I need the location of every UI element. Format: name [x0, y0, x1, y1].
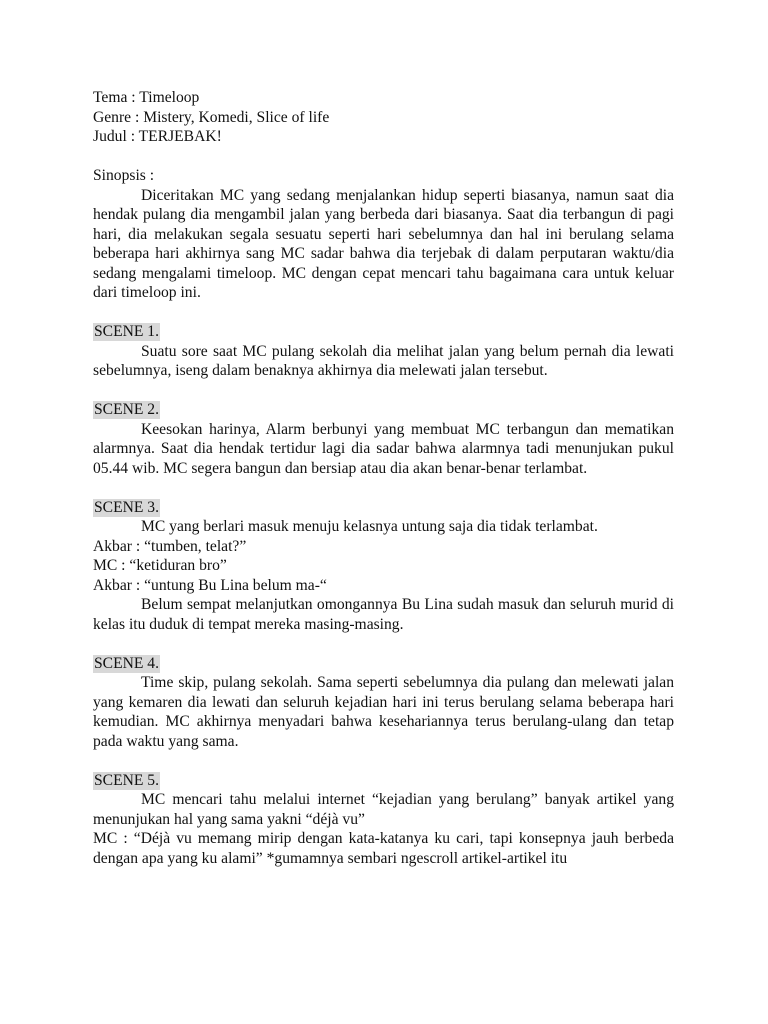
scene-1-heading: SCENE 1. [94, 323, 159, 340]
scene-2-heading: SCENE 2. [94, 401, 159, 418]
scene-heading [93, 771, 674, 791]
theme-line: Tema : Timeloop [93, 89, 200, 106]
spacer [93, 381, 674, 401]
scene-heading [93, 498, 674, 518]
scene-2-paragraph: Keesokan harinya, Alarm berbunyi yang membuat MC terbangun dan mematikan alarmnya. Saat dia hendak tertidur lagi dia sadar bahwa alarmnya tadi menunjukan pukul 05.44 wib. MC segera bangun dan bersiap atau dia akan benar-benar terlambat. [93, 420, 674, 477]
spacer [93, 634, 674, 654]
spacer [93, 147, 674, 167]
dialogue-line: MC : “ketiduran bro” [93, 557, 227, 574]
scene-1-paragraph: Suatu sore saat MC pulang sekolah dia melihat jalan yang belum pernah dia lewati sebelumnya, iseng dalam benaknya akhirnya dia melewati jalan tersebut. [93, 342, 674, 379]
scene-3-paragraph: Belum sempat melanjutkan omongannya Bu Lina sudah masuk dan seluruh murid di kelas itu duduk di tempat mereka masing-masing. [93, 596, 674, 633]
scene-heading [93, 322, 674, 342]
dialogue-line: Akbar : “untung Bu Lina belum ma-“ [93, 576, 327, 594]
synopsis-heading: Sinopsis : [93, 167, 155, 184]
scene-5-heading: SCENE 5. [94, 771, 159, 789]
title-line: Judul : TERJEBAK! [93, 128, 222, 145]
spacer [93, 303, 674, 323]
scene-heading [93, 654, 674, 674]
spacer [93, 751, 674, 771]
scene-5-paragraph: MC mencari tahu melalui internet “kejadian yang berulang” banyak artikel yang menunjukan hal yang sama yakni “déjà vu” [93, 791, 674, 828]
scene-4-paragraph: Time skip, pulang sekolah. Sama seperti sebelumnya dia pulang dan melewati jalan yang kemaren dia lewati dan seluruh kejadian hari ini terus berulang selama beberapa hari kemudian. MC akhirnya menyadari bahwa kesehariannya terus berulang-ulang dan tetap pada waktu yang sama. [93, 674, 674, 750]
spacer [93, 478, 674, 498]
scene-3-paragraph: MC yang berlari masuk menuju kelasnya untung saja dia tidak terlambat. [141, 518, 598, 535]
scene-4-heading: SCENE 4. [94, 654, 159, 672]
scene-heading [93, 400, 674, 420]
dialogue-line: Akbar : “tumben, telat?” [93, 537, 247, 555]
dialogue-paragraph: MC : “Déjà vu memang mirip dengan kata-katanya ku cari, tapi konsepnya jauh berbeda dengan apa yang ku alami” *gumamnya sembari ngescroll artikel-artikel itu [93, 830, 674, 867]
synopsis-body: Diceritakan MC yang sedang menjalankan hidup seperti biasanya, namun saat dia hendak pulang dia mengambil jalan yang berbeda dari biasanya. Saat dia terbangun di pagi hari, dia melakukan segala sesuatu seperti hari sebelumnya dan hal ini berulang selama beberapa hari akhirnya sang MC sadar bahwa dia terjebak di dalam perputaran waktu/dia sedang mengalami timeloop. MC dengan cepat mencari tahu bagaimana cara untuk keluar dari timeloop ini. [93, 186, 674, 301]
genre-line: Genre : Mistery, Komedi, Slice of life [93, 108, 330, 126]
scene-3-heading: SCENE 3. [94, 498, 159, 516]
document-page [93, 88, 674, 868]
